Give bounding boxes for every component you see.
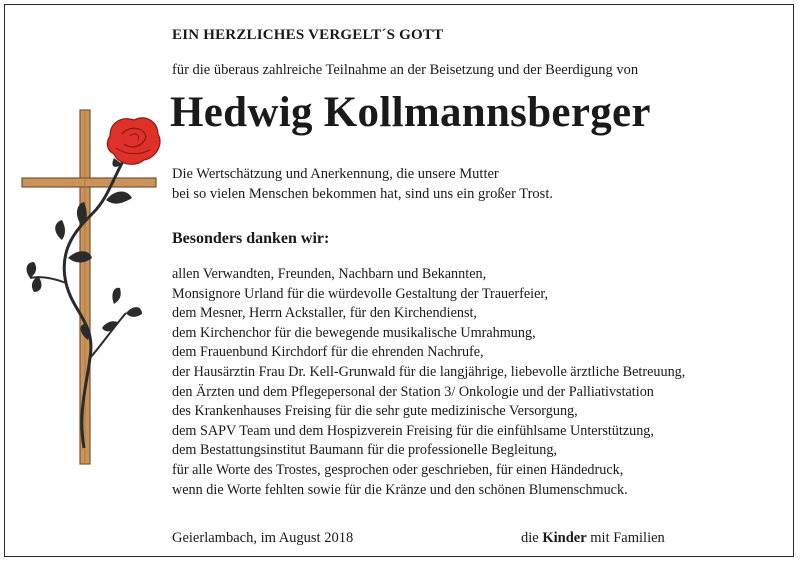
intro-text: für die überaus zahlreiche Teilnahme an der Beisetzung und der Beerdigung von — [172, 62, 639, 78]
cross-with-rose-icon — [18, 108, 168, 468]
deceased-name: Hedwig Kollmannsberger — [170, 89, 651, 136]
appreciation-line: bei so vielen Menschen bekommen hat, sind uns ein großer Trost. — [172, 186, 553, 202]
thanks-line: den Ärzten und dem Pflegepersonal der Station 3/ Onkologie und der Palliativstation — [172, 383, 654, 400]
signature-prefix: die — [521, 530, 539, 546]
signature — [521, 530, 665, 547]
thanks-line: allen Verwandten, Freunden, Nachbarn und Bekannten, — [172, 266, 487, 282]
thanks-line: dem SAPV Team und dem Hospizverein Freising für die einfühlsame Unterstützung, — [172, 422, 654, 439]
thanks-heading: Besonders danken wir: — [172, 230, 330, 247]
rose-icon — [107, 118, 160, 167]
appreciation-text — [172, 164, 553, 204]
appreciation-line: Die Wertschätzung und Anerkennung, die unsere Mutter — [172, 166, 499, 182]
thanks-line: dem Mesner, Herrn Ackstaller, für den Kirchendienst, — [172, 305, 477, 322]
signature-suffix: mit Familien — [590, 530, 665, 546]
thanks-line: dem Bestattungsinstitut Baumann für die professionelle Begleitung, — [172, 442, 557, 459]
thanks-line: dem Kirchenchor für die bewegende musikalische Umrahmung, — [172, 324, 536, 341]
notice-heading: EIN HERZLICHES VERGELT´S GOTT — [172, 27, 444, 43]
thanks-line: wenn die Worte fehlten sowie für die Kränze und den schönen Blumenschmuck. — [172, 481, 628, 498]
signature-bold: Kinder — [542, 530, 587, 546]
thanks-line: des Krankenhauses Freising für die sehr gute medizinische Versorgung, — [172, 403, 578, 420]
thanks-line: der Hausärztin Frau Dr. Kell-Grunwald für die langjährige, liebevolle ärztliche Betreuung, — [172, 363, 686, 380]
thanks-line: für alle Worte des Trostes, gesprochen oder geschrieben, für einen Händedruck, — [172, 461, 624, 478]
thanks-line: dem Frauenbund Kirchdorf für die ehrenden Nachrufe, — [172, 344, 484, 361]
place-date: Geierlambach, im August 2018 — [172, 530, 354, 546]
thanks-line: Monsignore Urland für die würdevolle Gestaltung der Trauerfeier, — [172, 285, 549, 302]
thanks-list — [172, 265, 685, 500]
